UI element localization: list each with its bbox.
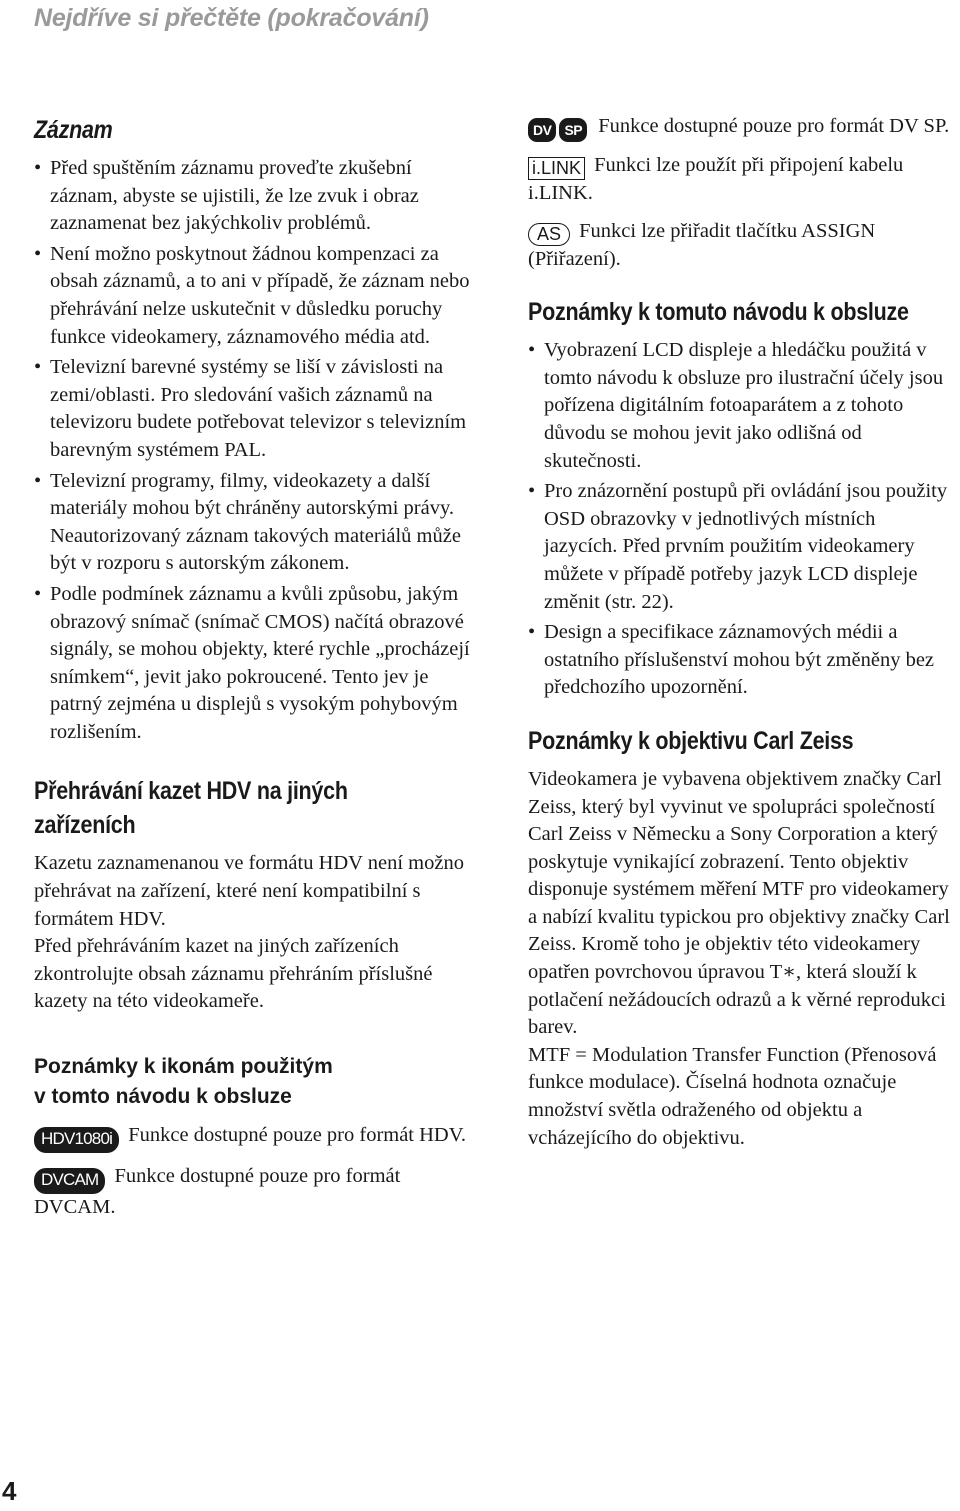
dv-sp-icon bbox=[528, 118, 587, 142]
paragraph: Kazetu zaznamenanou ve formátu HDV není možno přehrávat na zařízení, které není kompatibilní s formátem HDV. bbox=[34, 852, 464, 930]
sp-badge: SP bbox=[559, 118, 587, 142]
list-item: • Není možno poskytnout žádnou kompenzaci za obsah záznamů, a to ani v případě, že záznam nebo přehrávání nelze uskutečnit v důsledku poruchy funkce videokamery, záznamového média atd. bbox=[34, 241, 474, 351]
heading-line: Poznámky k ikonám použitým bbox=[34, 1055, 333, 1079]
heading-line: zařízeních bbox=[34, 811, 136, 840]
icon-note-text: Funkce dostupné pouze pro formát DVCAM. bbox=[34, 1165, 401, 1219]
paragraph: Před přehráváním kazet na jiných zařízeních zkontrolujte obsah záznamu přehráním příslušné kazety na této videokameře. bbox=[34, 935, 433, 1013]
section-heading-manual-notes: Poznámky k tomuto návodu k obsluze bbox=[528, 298, 909, 327]
right-column bbox=[528, 113, 953, 1152]
section-carl-zeiss bbox=[528, 724, 953, 1152]
section-heading-hdv-playback bbox=[34, 774, 473, 842]
dvcam-icon: DVCAM bbox=[34, 1168, 105, 1194]
section-heading-icon-notes bbox=[34, 1052, 474, 1112]
icon-note-text: Funkci lze použít při připojení kabelu i.LINK. bbox=[528, 154, 904, 204]
icon-note-ilink bbox=[528, 152, 953, 208]
list-item: • Vyobrazení LCD displeje a hledáčku použitá v tomto návodu k obsluze pro ilustrační účely jsou pořízena digitálním fotoaparátem a z tohoto důvodu se mohou jevit jako odlišná od skutečnosti. bbox=[528, 337, 953, 475]
page-header: Nejdříve si přečtěte (pokračování) bbox=[34, 4, 429, 32]
icon-note-text: Funkci lze přiřadit tlačítku ASSIGN (Přiřazení). bbox=[528, 219, 876, 270]
heading-line: v tomto návodu k obsluze bbox=[34, 1085, 292, 1109]
hdv1080i-icon: HDV1080i bbox=[34, 1127, 119, 1153]
section-heading-carl-zeiss: Poznámky k objektivu Carl Zeiss bbox=[528, 726, 854, 755]
section-heading-zaznam: Záznam bbox=[34, 116, 113, 144]
icon-note-assign bbox=[528, 218, 953, 274]
list-item: • Před spuštěním záznamu proveďte zkušební záznam, abyste se ujistili, že lze zvuk i obraz zaznamenat bez jakýchkoliv problémů. bbox=[34, 155, 474, 238]
section-manual-notes bbox=[528, 295, 953, 702]
icon-note-dvcam bbox=[34, 1163, 474, 1222]
paragraph: MTF = Modulation Transfer Function (Přenosová funkce modulace). Číselná hodnota označuje množství světla odraženého od objektu a vcházejícího do objektivu. bbox=[528, 1043, 937, 1149]
section-icon-notes bbox=[34, 1052, 474, 1222]
icon-note-text: Funkce dostupné pouze pro formát DV SP. bbox=[598, 115, 950, 137]
list-item: • Televizní programy, filmy, videokazety a další materiály mohou být chráněny autorskými právy. Neautorizovaný záznam takových materiálů může být v rozporu s autorským zákonem. bbox=[34, 468, 474, 578]
assign-icon: AS bbox=[528, 223, 570, 246]
icon-note-hdv1080i bbox=[34, 1122, 474, 1153]
heading-line: Přehrávání kazet HDV na jiných bbox=[34, 777, 348, 806]
section-zaznam bbox=[34, 113, 474, 746]
list-item: • Design a specifikace záznamových médii a ostatního příslušenství mohou být změněny bez předchozího upozornění. bbox=[528, 619, 953, 702]
list-item: • Pro znázornění postupů při ovládání jsou použity OSD obrazovky v jednotlivých místních jazycích. Před prvním použitím videokamery můžete v případě potřeby jazyk LCD displeje změnit (str. 22). bbox=[528, 478, 953, 616]
zaznam-bullet-list bbox=[34, 155, 474, 746]
icon-note-dv-sp bbox=[528, 113, 953, 142]
dv-badge: DV bbox=[528, 118, 556, 142]
left-column bbox=[34, 113, 474, 1232]
ilink-icon: i.LINK bbox=[528, 157, 585, 180]
list-item: • Televizní barevné systémy se liší v závislosti na zemi/oblasti. Pro sledování vašich záznamů na televizoru budete potřebovat televizor s televizním barevným systémem PAL. bbox=[34, 354, 474, 464]
section-hdv-playback bbox=[34, 774, 474, 1016]
page-number: 4 bbox=[2, 1476, 17, 1506]
icon-note-text: Funkce dostupné pouze pro formát HDV. bbox=[128, 1124, 467, 1147]
manual-notes-bullet-list bbox=[528, 337, 953, 702]
paragraph: Videokamera je vybavena objektivem značky Carl Zeiss, který byl vyvinut ve spolupráci společností Carl Zeiss v Německu a Sony Corporation a který poskytuje vynikající zobrazení. Tento objektiv disponuje systémem měření MTF pro videokamery a nabízí kvalitu typickou pro objektivy značky Carl Zeiss. Kromě toho je objektiv této videokamery opatřen povrchovou úpravou T∗, která slouží k potlačení nežádoucích odrazů a k věrné reprodukci barev. bbox=[528, 767, 950, 1039]
list-item: • Podle podmínek záznamu a kvůli způsobu, jakým obrazový snímač (snímač CMOS) načítá obrazové signály, se mohou objekty, které rychle „procházejí snímkem“, jevit jako pokroucené. Tento jev je patrný zejména u displejů s vysokým pohybovým rozlišením. bbox=[34, 581, 474, 747]
